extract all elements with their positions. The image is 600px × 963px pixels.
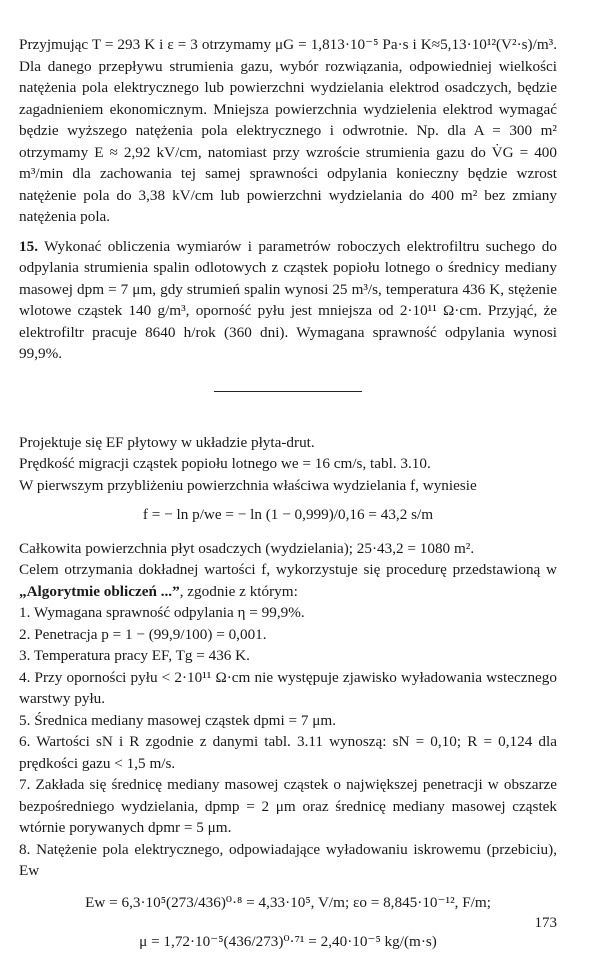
line5-pre: Celem otrzymania dokładnej wartości f, wykorzystuje się procedurę przedstawioną w [19, 561, 557, 578]
algorithm-reference: „Algorytmie obliczeń ...” [19, 582, 180, 600]
list-item: 1. Wymagana sprawność odpylania η = 99,9%. [19, 604, 305, 621]
solution-line-4: Całkowita powierzchnia płyt osadczych (wydzielania); 25·43,2 = 1080 m². [19, 539, 475, 557]
list-item: 4. Przy oporności pyłu < 2·10¹¹ Ω·cm nie występuje zjawisko wyładowania wstecznego warstwy pyłu. [19, 668, 557, 707]
problem-15 [19, 236, 557, 365]
formula-f: f = − ln p/we = − ln (1 − 0,999)/0,16 = 43,2 s/m [142, 506, 434, 523]
page-content [19, 34, 557, 953]
problem-text: Wykonać obliczenia wymiarów i parametrów roboczych elektrofiltru suchego do odpylania strumienia spalin odlotowych z cząstek popiołu lotnego o średnicy mediany masowej dpm = 7 μm, gdy strumień spalin wynosi 25 m³/s, temperatura 436 K, stężenie wlotowe cząstek 140 g/m³, oporność pyłu jest mniejsza od 2·10¹¹ Ω·cm. Przyjąć, że elektrofiltr pracuje 8640 h/rok (360 dni). Wymagana sprawność odpylania wynosi 99,9%. [19, 237, 557, 362]
paragraph-intro: Przyjmując T = 293 K i ε = 3 otrzymamy μG = 1,813·10⁻⁵ Pa·s i K≈5,13·10¹²(V²·s)/m³. Dla danego przepływu strumienia gazu, wybór rozwiązania, odpowiedniej wielkości natężenia pola elektrycznego lub powierzchni wydzielania elektrod osadczych, będzie zagadnieniem ekonomicznym. Mniejsza powierzchnia wydzielenia elektrod wymagać będzie wyższego natężenia pola elektrycznego i odwrotnie. Np. dla A = 300 m² otrzymamy E ≈ 2,92 kV/cm, natomiast przy wzroście strumienia gazu do V̇G = 400 m³/min dla zachowania tej samej sprawności odpylania konieczny będzie wzrost natężenie pola do 3,38 kV/cm lub powierzchni wydzielania do 400 m² bez zmiany natężenia pola. [19, 36, 557, 225]
equation-mu: μ = 1,72·10⁻⁵(436/273)⁰·⁷¹ = 2,40·10⁻⁵ kg/(m·s) [139, 933, 437, 950]
solution-section [19, 432, 557, 953]
list-item: 2. Penetracja p = 1 − (99,9/100) = 0,001. [19, 625, 267, 643]
list-item: 3. Temperatura pracy EF, Tg = 436 K. [19, 647, 250, 664]
solution-line-1: Projektuje się EF płytowy w układzie płyta-drut. [19, 433, 315, 451]
solution-line-5 [19, 559, 557, 602]
list-item: 6. Wartości sN i R zgodnie z danymi tabl. 3.11 wynoszą: sN = 0,10; R = 0,124 dla prędkości gazu < 1,5 m/s. [19, 733, 557, 772]
procedure-list [19, 602, 557, 882]
problem-number: 15. [19, 237, 38, 255]
equation-ew: Ew = 6,3·10⁵(273/436)⁰·⁸ = 4,33·10⁵, V/m; εo = 8,845·10⁻¹², F/m; [85, 893, 491, 911]
list-item: 5. Średnica mediany masowej cząstek dpmi = 7 μm. [19, 711, 337, 729]
list-item: 8. Natężenie pola elektrycznego, odpowiadające wyładowaniu iskrowemu (przebiciu), Ew [19, 840, 557, 879]
list-item: 7. Zakłada się średnicę mediany masowej cząstek o największej penetracji w obszarze bezpośredniego wydzielania, dpmp = 2 μm oraz średnicę mediany masowej cząstek wtórnie porywanych dpmr = 5 μm. [19, 776, 557, 836]
solution-line-2: Prędkość migracji cząstek popiołu lotnego we = 16 cm/s, tabl. 3.10. [19, 455, 431, 472]
solution-line-3: W pierwszym przybliżeniu powierzchnia właściwa wydzielania f, wyniesie [19, 476, 477, 494]
line5-post: , zgodnie z którym: [179, 582, 298, 600]
page-number: 173 [534, 915, 557, 931]
section-divider [214, 391, 362, 392]
